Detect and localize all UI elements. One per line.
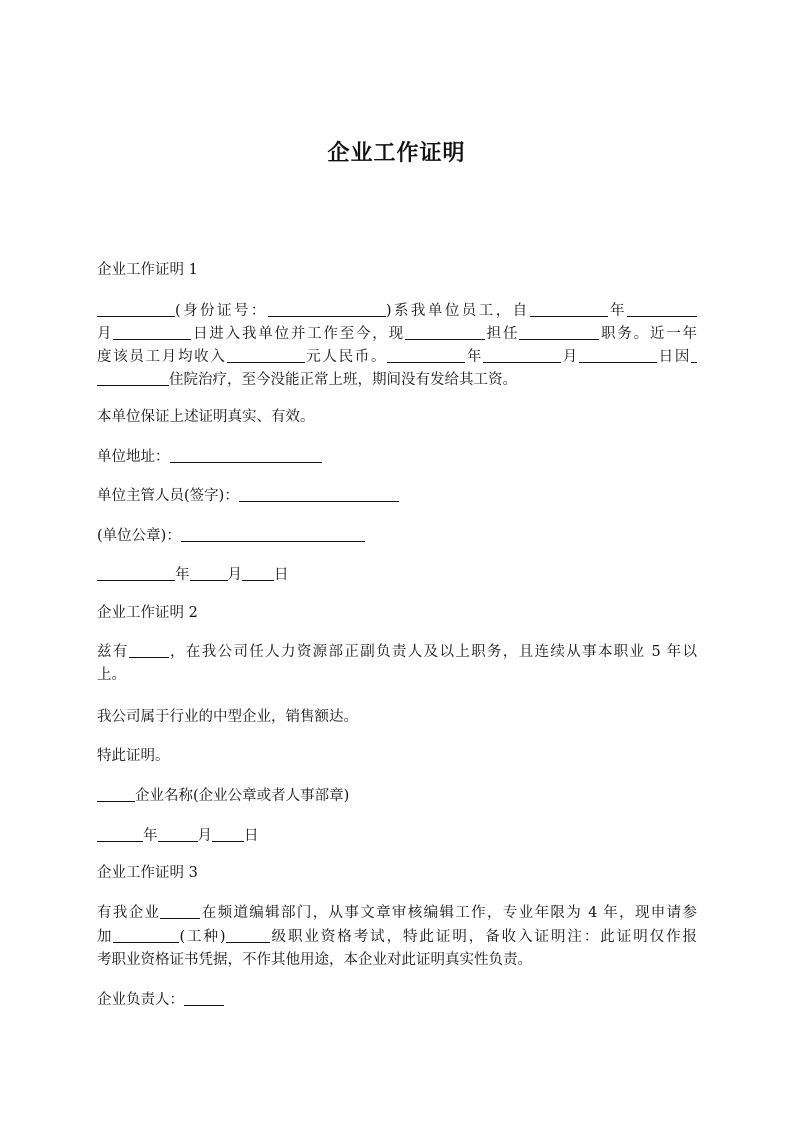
income-blank <box>227 348 305 363</box>
text: 兹有 <box>97 644 129 660</box>
text: 年 <box>143 828 158 844</box>
leader-label: 企业负责人： <box>97 992 184 1008</box>
s3-paragraph-line-1 <box>97 901 697 925</box>
text: 加 <box>97 929 114 945</box>
text: 职务。近一年 <box>599 326 698 342</box>
s2-paragraph-line-2: 上。 <box>97 667 126 683</box>
text: 日 <box>274 567 289 583</box>
text: ，在我公司任人力资源部正副负责人及以上职务，且连续从事本职业 5 年以 <box>168 644 697 660</box>
company-seal-line <box>97 784 349 808</box>
leave-year-blank <box>387 348 465 363</box>
leader-line <box>97 988 224 1012</box>
text: 月 <box>97 326 114 342</box>
text: 住院治疗，至今没能正常上班，期间没有发给其工资。 <box>169 372 517 388</box>
start-year-blank <box>530 302 608 317</box>
s1-date-line <box>97 563 289 587</box>
month-blank <box>158 827 198 842</box>
text: 月 <box>227 567 242 583</box>
s2-date-line <box>97 824 259 848</box>
s2-paragraph-line-1 <box>97 640 697 664</box>
department-blank <box>405 325 485 340</box>
text: 月 <box>197 828 212 844</box>
employee-blank <box>160 904 200 919</box>
address-label: 单位地址： <box>97 449 170 465</box>
s1-paragraph-line-4 <box>97 368 517 392</box>
s2-certify-text: 特此证明。 <box>97 748 170 764</box>
supervisor-line <box>97 484 399 508</box>
guarantee-text: 本单位保证上述证明真实、有效。 <box>97 409 315 425</box>
day-blank <box>212 827 244 842</box>
text: (身份证号： <box>175 303 268 319</box>
leader-signature-blank <box>184 991 224 1006</box>
seal-label: (单位公章)： <box>97 528 181 544</box>
year-blank <box>97 827 143 842</box>
text: 在频道编辑部门，从事文章审核编辑工作，专业年限为 4 年，现申请参 <box>200 905 697 921</box>
document-title: 企业工作证明 <box>327 141 466 166</box>
seal-blank <box>181 527 365 542</box>
s3-paragraph-line-3: 考职业资格证书凭据，不作其他用途，本企业对此证明真实性负责。 <box>97 952 532 968</box>
s3-paragraph-line-2 <box>97 925 697 949</box>
month-blank <box>190 566 228 581</box>
text: )系我单位员工，自 <box>385 303 530 319</box>
text: (工种) <box>179 929 226 945</box>
text: 级职业资格考试，特此证明，备收入证明注：此证明仅作报 <box>269 929 698 945</box>
day-blank <box>242 566 274 581</box>
position-blank <box>519 325 599 340</box>
s1-paragraph-line-1 <box>97 299 697 323</box>
text: 年 <box>607 303 627 319</box>
text: 度该员工月均收入 <box>97 349 227 365</box>
reason-blank-start <box>691 348 697 363</box>
level-blank <box>226 928 270 943</box>
section-3-heading: 企业工作证明 3 <box>97 865 198 881</box>
text: 年 <box>465 349 484 365</box>
name-blank <box>97 302 175 317</box>
reason-blank <box>97 371 169 386</box>
text: 担任 <box>484 326 520 342</box>
text: 日 <box>244 828 259 844</box>
supervisor-signature-blank <box>239 487 399 502</box>
seal-line <box>97 524 365 548</box>
address-line <box>97 445 322 469</box>
text: 企业名称(企业公章或者人事部章) <box>135 788 350 804</box>
address-blank <box>170 448 322 463</box>
text: 元人民币。 <box>304 349 388 365</box>
text: 有我企业 <box>97 905 161 921</box>
leave-day-blank <box>579 348 657 363</box>
start-day-blank <box>113 325 191 340</box>
text: 日进入我单位并工作至今，现 <box>191 326 405 342</box>
supervisor-label: 单位主管人员(签字)： <box>97 488 239 504</box>
s1-paragraph-line-3 <box>97 345 697 369</box>
text: 日因 <box>656 349 692 365</box>
s1-paragraph-line-2 <box>97 322 697 346</box>
company-name-blank <box>97 787 135 802</box>
text: 月 <box>561 349 579 365</box>
year-blank <box>97 566 175 581</box>
section-2-heading: 企业工作证明 2 <box>97 605 198 621</box>
section-1-heading: 企业工作证明 1 <box>97 262 198 278</box>
text: 年 <box>175 567 190 583</box>
trade-blank <box>113 928 179 943</box>
leave-month-blank <box>483 348 561 363</box>
employee-blank <box>129 643 169 658</box>
s2-company-text: 我公司属于行业的中型企业，销售额达。 <box>97 709 358 725</box>
id-number-blank <box>268 302 386 317</box>
start-month-blank <box>627 302 697 317</box>
